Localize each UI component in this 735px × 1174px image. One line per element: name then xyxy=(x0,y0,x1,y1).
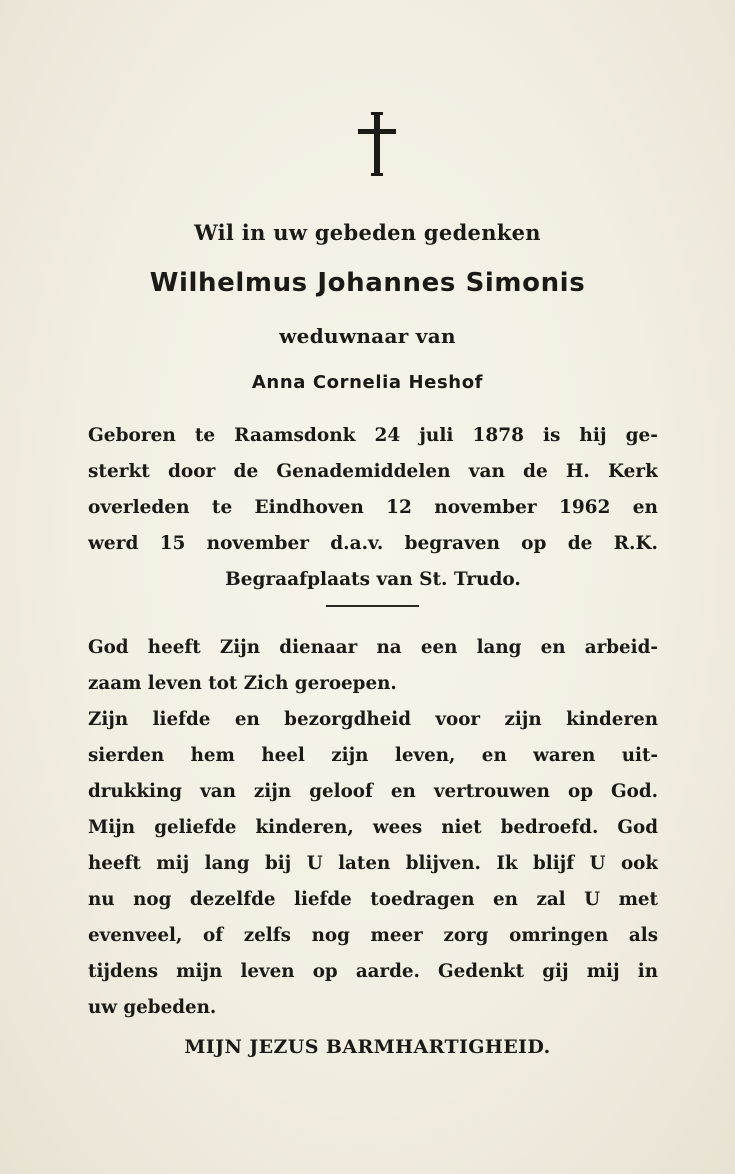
message-paragraph xyxy=(88,630,658,1026)
message-line: drukking van zijn geloof en vertrouwen op God. xyxy=(88,781,658,802)
relation-text: weduwnaar van xyxy=(279,324,456,348)
biography-line: werd 15 november d.a.v. begraven op de R.K. xyxy=(88,533,658,554)
biography-line: Geboren te Raamsdonk 24 juli 1878 is hij ge- xyxy=(88,425,658,446)
message-line: nu nog dezelfde liefde toedragen en zal U met xyxy=(88,889,658,910)
message-line: God heeft Zijn dienaar na een lang en arbeid- xyxy=(88,637,658,658)
biography-line: overleden te Eindhoven 12 november 1962 en xyxy=(88,497,658,518)
message-line: evenveel, of zelfs nog meer zorg omringen als xyxy=(88,925,658,946)
message-line: heeft mij lang bij U laten blijven. Ik blijf U ook xyxy=(88,853,658,874)
intro-text: Wil in uw gebeden gedenken xyxy=(194,220,541,245)
message-line: sierden hem heel zijn leven, en waren uit- xyxy=(88,745,658,766)
message-line: uw gebeden. xyxy=(88,997,217,1018)
latin-cross-icon xyxy=(358,112,396,176)
message-line: Mijn geliefde kinderen, wees niet bedroefd. God xyxy=(88,817,658,838)
spouse-name: Anna Cornelia Heshof xyxy=(251,372,484,393)
biography-line: sterkt door de Genademiddelen van de H. Kerk xyxy=(88,461,658,482)
message-line: Zijn liefde en bezorgdheid voor zijn kinderen xyxy=(88,709,658,730)
deceased-name: Wilhelmus Johannes Simonis xyxy=(149,268,586,298)
divider-line xyxy=(326,605,419,607)
message-line: tijdens mijn leven op aarde. Gedenkt gij mij in xyxy=(88,961,658,982)
biography-line: Begraafplaats van St. Trudo. xyxy=(225,569,521,590)
message-line: zaam leven tot Zich geroepen. xyxy=(88,673,397,694)
closing-prayer: MIJN JEZUS BARMHARTIGHEID. xyxy=(184,1036,551,1058)
biography-paragraph xyxy=(88,418,658,598)
